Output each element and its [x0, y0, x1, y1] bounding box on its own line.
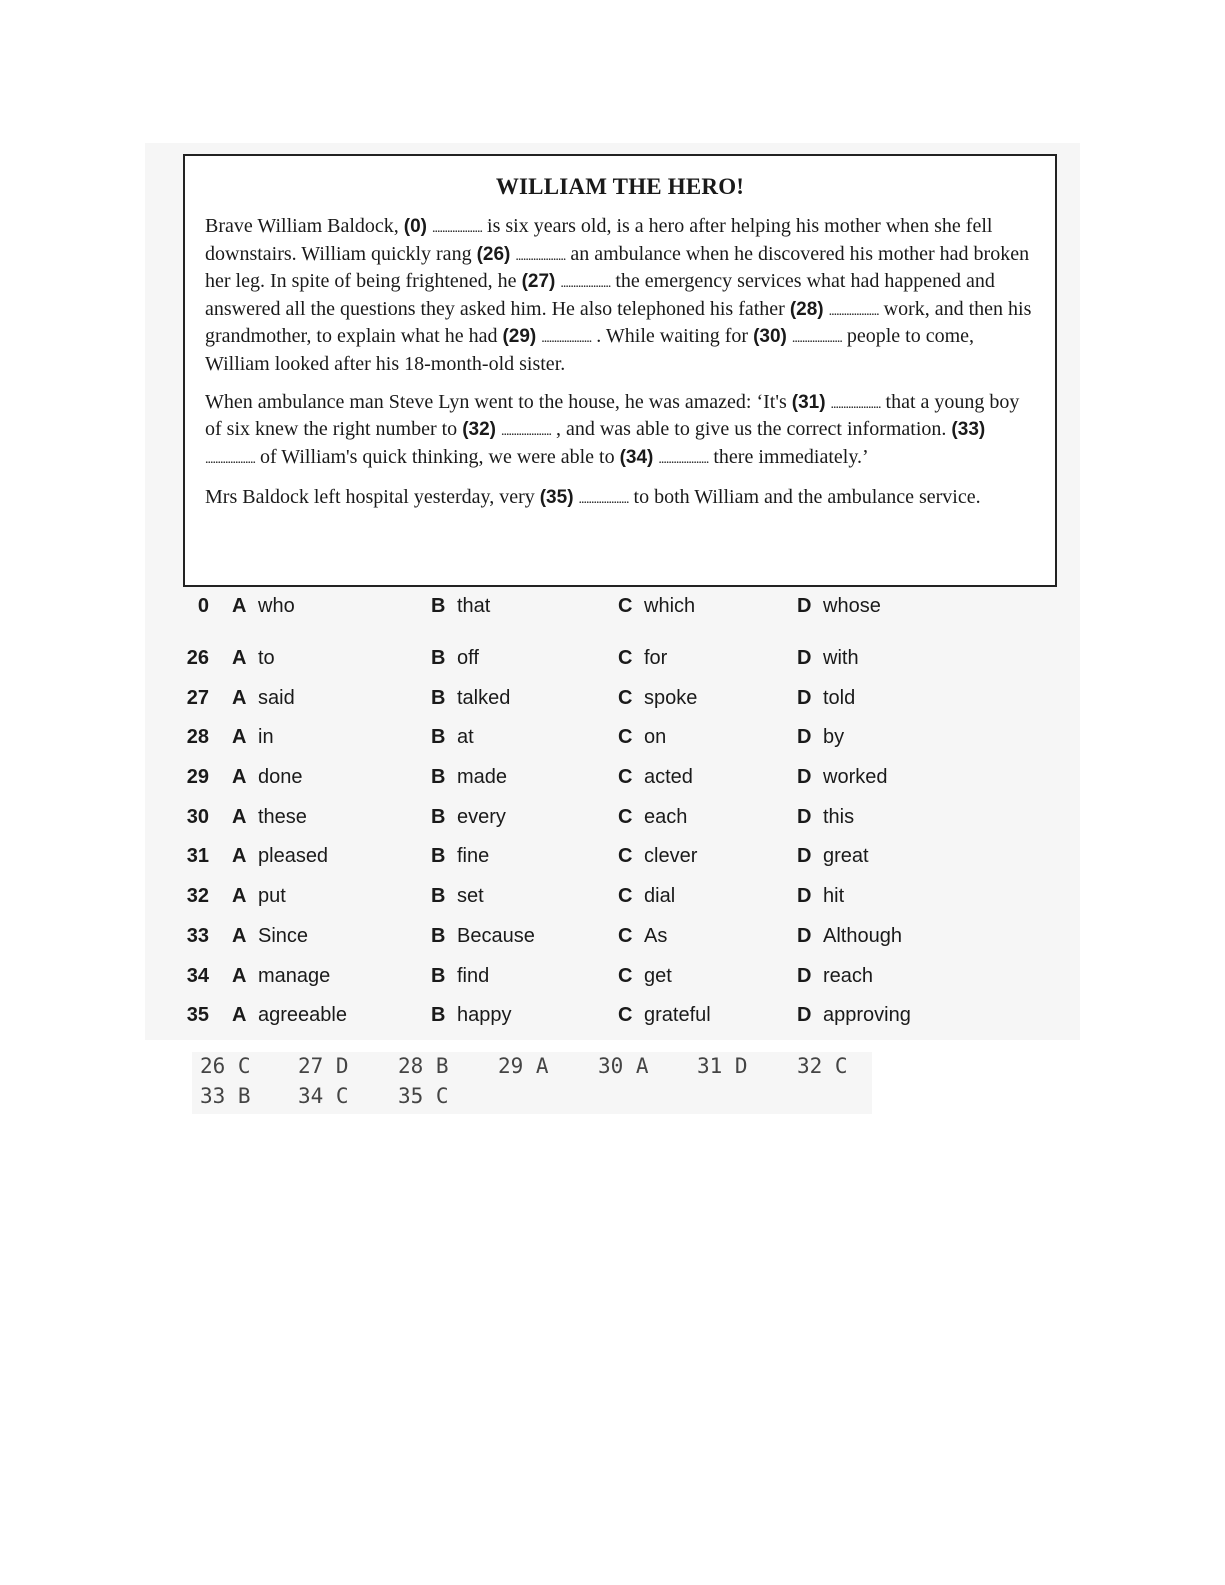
option-d — [797, 845, 869, 868]
answer-item: 34 C — [298, 1084, 349, 1108]
gap-32: (32) — [462, 419, 496, 441]
option-letter: D — [797, 1004, 812, 1027]
option-word: find — [457, 964, 490, 987]
option-word: spoke — [644, 686, 698, 709]
option-word: agreeable — [258, 1004, 347, 1027]
option-letter: D — [797, 845, 812, 868]
answer-item: 30 A — [598, 1054, 649, 1078]
option-b — [431, 647, 479, 670]
option-a — [232, 726, 274, 749]
option-c — [618, 806, 687, 829]
option-word: pleased — [258, 845, 329, 868]
option-b — [431, 595, 490, 618]
option-word: by — [823, 726, 845, 749]
option-letter: A — [232, 924, 247, 947]
option-a — [232, 845, 328, 868]
option-b — [431, 766, 507, 789]
option-c — [618, 687, 697, 710]
option-word: these — [258, 805, 307, 828]
option-a — [232, 687, 295, 710]
paragraph-2: When ambulance man Steve Lyn went to the house, he was amazed: ‘It's (31) .................... that a young boy of six knew the right number to (32) .................... , and was able to give us the correct information. (33) .................... of William's quick thinking, we were able to (34) .................... there immediately.’ — [205, 390, 1020, 468]
option-letter: C — [618, 726, 633, 749]
option-word: acted — [644, 766, 693, 789]
option-c — [618, 647, 667, 670]
option-word: that — [457, 595, 491, 617]
option-word: every — [457, 805, 506, 828]
option-letter: C — [618, 1004, 633, 1027]
option-c — [618, 766, 693, 789]
option-a — [232, 965, 330, 988]
option-letter: C — [618, 924, 633, 947]
option-letter: D — [797, 885, 812, 908]
option-letter: B — [431, 885, 446, 908]
option-letter: B — [431, 924, 446, 947]
option-letter: D — [797, 686, 812, 709]
option-d — [797, 885, 844, 908]
option-row — [183, 687, 1053, 727]
option-word: to — [258, 647, 275, 669]
option-d — [797, 806, 854, 829]
option-c — [618, 1004, 711, 1027]
option-a — [232, 806, 307, 829]
option-b — [431, 687, 510, 710]
option-word: with — [823, 647, 859, 669]
option-row — [183, 806, 1053, 846]
option-letter: C — [618, 885, 633, 908]
option-b — [431, 726, 474, 749]
option-a — [232, 885, 286, 908]
option-letter: B — [431, 805, 446, 828]
blank: .................... — [658, 451, 709, 467]
option-word: whose — [823, 595, 881, 617]
option-row — [183, 965, 1053, 1005]
option-word: off — [457, 647, 479, 669]
answer-item: 33 B — [200, 1084, 251, 1108]
answer-key — [192, 1052, 872, 1114]
option-letter: B — [431, 845, 446, 868]
option-d — [797, 965, 873, 988]
option-word: which — [644, 595, 696, 617]
option-word: said — [258, 686, 295, 709]
option-letter: D — [797, 964, 812, 987]
option-letter: A — [232, 647, 247, 669]
option-word: talked — [457, 686, 511, 709]
option-letter: A — [232, 595, 247, 617]
paragraph-3: Mrs Baldock left hospital yesterday, very (35) .................... to both William and the ambulance service. — [205, 486, 981, 509]
gap-31: (31) — [791, 391, 826, 413]
gap-26: (26) — [476, 243, 511, 265]
option-letter: C — [618, 845, 633, 868]
option-letter: B — [431, 964, 446, 987]
option-a — [232, 1004, 347, 1027]
option-c — [618, 726, 666, 749]
option-row — [183, 726, 1053, 766]
answer-item: 35 C — [398, 1084, 449, 1108]
gap-28: (28) — [789, 298, 824, 320]
blank: .................... — [205, 451, 255, 467]
blank: .................... — [541, 331, 592, 347]
option-d — [797, 687, 855, 710]
gap-35: (35) — [539, 487, 574, 509]
question-number: 33 — [186, 924, 209, 947]
option-letter: A — [232, 686, 247, 709]
answer-item: 31 D — [697, 1054, 748, 1078]
question-number: 34 — [186, 964, 209, 987]
option-d — [797, 925, 902, 948]
option-letter: A — [232, 1004, 247, 1027]
option-word: As — [644, 924, 668, 947]
option-row — [183, 1004, 1053, 1044]
blank: .................... — [500, 424, 551, 440]
option-word: in — [258, 726, 274, 749]
option-word: get — [644, 964, 672, 987]
passage-box — [183, 154, 1057, 587]
option-word: happy — [457, 1004, 512, 1027]
option-word: Because — [457, 924, 535, 947]
paragraph-1: Brave William Baldock, (0) .................... is six years old, is a hero after helping his mother when she fell downstairs. William quickly rang (26) .................... an ambulance when he discovered his mother had broken her leg. In spite of being frightened, he (27) .................... the emergency services what had happened and answered all the questions they asked him. He also telephoned his father (28) .................... work, and then his grandmother, to explain what he had (29) .................... . While waiting for (30) .................... people to come, William looked after his 18-month-old sister. — [205, 215, 1032, 375]
option-letter: B — [431, 647, 446, 669]
option-d — [797, 1004, 911, 1027]
option-b — [431, 806, 506, 829]
option-word: this — [823, 805, 855, 828]
option-d — [797, 647, 859, 670]
option-word: clever — [644, 845, 698, 868]
question-number: 32 — [186, 885, 209, 908]
option-letter: A — [232, 885, 247, 908]
option-letter: C — [618, 595, 633, 617]
answer-item: 28 B — [398, 1054, 449, 1078]
option-letter: C — [618, 647, 633, 669]
option-c — [618, 885, 675, 908]
option-row — [183, 925, 1053, 965]
option-c — [618, 595, 695, 618]
question-number: 31 — [186, 845, 209, 868]
option-letter: D — [797, 924, 812, 947]
question-number: 27 — [186, 686, 209, 709]
option-letter: A — [232, 845, 247, 868]
option-word: Although — [823, 924, 902, 947]
question-number: 26 — [186, 647, 209, 669]
gap-34: (34) — [619, 446, 654, 468]
option-word: set — [457, 885, 484, 908]
gap-29: (29) — [502, 326, 537, 348]
option-a — [232, 925, 308, 948]
option-word: worked — [823, 766, 888, 789]
option-letter: C — [618, 805, 633, 828]
option-letter: D — [797, 726, 812, 749]
blank: .................... — [515, 248, 566, 264]
blank: .................... — [560, 276, 611, 292]
option-word: on — [644, 726, 667, 749]
option-letter: C — [618, 686, 633, 709]
option-d — [797, 726, 844, 749]
option-letter: A — [232, 805, 247, 828]
option-row — [183, 647, 1053, 687]
option-row — [183, 595, 1053, 647]
question-number: 35 — [186, 1004, 209, 1027]
option-letter: C — [618, 766, 633, 789]
option-word: great — [823, 845, 869, 868]
option-a — [232, 595, 295, 618]
option-a — [232, 766, 303, 789]
blank: .................... — [830, 396, 881, 412]
question-number: 28 — [186, 726, 209, 749]
option-c — [618, 965, 672, 988]
question-number: 0 — [197, 595, 209, 617]
option-word: put — [258, 885, 286, 908]
option-word: approving — [823, 1004, 911, 1027]
option-letter: B — [431, 686, 446, 709]
option-letter: A — [232, 766, 247, 789]
option-a — [232, 647, 275, 670]
option-word: at — [457, 726, 474, 749]
option-d — [797, 766, 887, 789]
option-letter: C — [618, 964, 633, 987]
option-letter: A — [232, 726, 247, 749]
answer-options — [183, 595, 1053, 1044]
blank: .................... — [578, 492, 629, 508]
answer-item: 27 D — [298, 1054, 349, 1078]
question-number: 29 — [186, 766, 209, 789]
option-row — [183, 885, 1053, 925]
blank: .................... — [432, 221, 483, 236]
option-letter: B — [431, 595, 446, 617]
option-word: manage — [258, 964, 331, 987]
option-word: made — [457, 766, 508, 789]
answer-item: 29 A — [498, 1054, 549, 1078]
answer-item: 32 C — [797, 1054, 848, 1078]
passage-title: WILLIAM THE HERO! — [495, 174, 745, 199]
option-word: each — [644, 805, 688, 828]
option-word: dial — [644, 885, 676, 908]
option-d — [797, 595, 881, 618]
blank: .................... — [828, 303, 879, 319]
option-word: reach — [823, 964, 874, 987]
option-word: hit — [823, 885, 845, 908]
option-c — [618, 845, 697, 868]
option-word: for — [644, 647, 668, 669]
option-letter: D — [797, 805, 812, 828]
option-word: done — [258, 766, 303, 789]
option-letter: D — [797, 766, 812, 789]
gap-33: (33) — [951, 419, 986, 441]
gap-27: (27) — [521, 271, 556, 293]
gap-30: (30) — [753, 326, 787, 348]
option-letter: B — [431, 766, 446, 789]
option-word: fine — [457, 845, 490, 868]
gap-0: (0) — [403, 216, 428, 237]
option-b — [431, 925, 535, 948]
option-letter: D — [797, 647, 812, 669]
option-letter: A — [232, 964, 247, 987]
option-word: grateful — [644, 1004, 711, 1027]
option-letter: D — [797, 595, 812, 617]
option-row — [183, 845, 1053, 885]
option-row — [183, 766, 1053, 806]
option-word: Since — [258, 924, 309, 947]
answer-item: 26 C — [200, 1054, 251, 1078]
option-word: who — [258, 595, 295, 617]
option-b — [431, 965, 489, 988]
blank: .................... — [791, 331, 842, 347]
option-b — [431, 845, 489, 868]
option-b — [431, 885, 484, 908]
option-letter: B — [431, 1004, 446, 1027]
option-c — [618, 925, 667, 948]
option-b — [431, 1004, 512, 1027]
option-word: told — [823, 686, 856, 709]
option-letter: B — [431, 726, 446, 749]
question-number: 30 — [186, 805, 209, 828]
